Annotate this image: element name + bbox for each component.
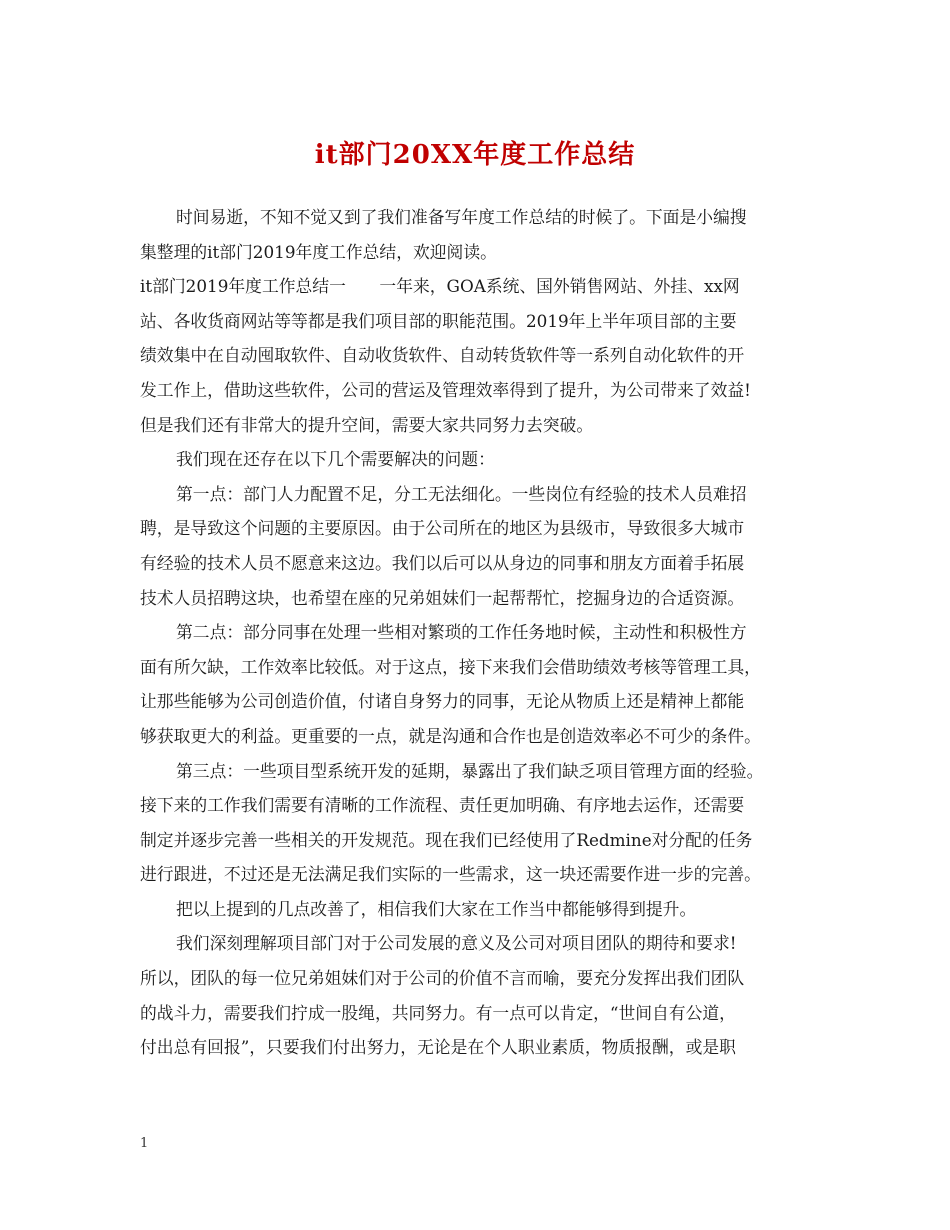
text-line: 第一点：部门人力配置不足，分工无法细化。一些岗位有经验的技术人员难招 — [176, 483, 747, 504]
text-line: 集整理的it部门2019年度工作总结，欢迎阅读。 — [140, 241, 497, 262]
text-line: 时间易逝，不知不觉又到了我们准备写年度工作总结的时候了。下面是小编搜 — [176, 207, 747, 227]
text-line: 技术人员招聘这块，也希望在座的兄弟姐妹们一起帮帮忙，挖掘身边的合适资源。 — [140, 587, 745, 608]
text-line: 接下来的工作我们需要有清晰的工作流程、责任更加明确、有序地去运作，还需要 — [140, 795, 745, 816]
text-line: 但是我们还有非常大的提升空间，需要大家共同努力去突破。 — [140, 414, 594, 435]
text-line: 进行跟进，不过还是无法满足我们实际的一些需求，这一块还需要作进一步的完善。 — [140, 864, 761, 885]
text-line: 的战斗力，需要我们拧成一股绳，共同努力。有一点可以肯定，“世间自有公道， — [140, 1002, 736, 1023]
text-line: 够获取更大的利益。更重要的一点，就是沟通和合作也是创造效率必不可少的条件。 — [140, 725, 761, 746]
text-line: 我们深刻理解项目部门对于公司发展的意义及公司对项目团队的期待和要求! — [176, 933, 737, 954]
text-line: 发工作上，借助这些软件，公司的营运及管理效率得到了提升，为公司带来了效益! — [140, 379, 751, 400]
text-line: 面有所欠缺，工作效率比较低。对于这点，接下来我们会借助绩效考核等管理工具， — [140, 656, 761, 677]
document-body — [140, 200, 820, 1065]
text-line: 站、各收货商网站等等都是我们项目部的职能范围。2019年上半年项目部的主要 — [140, 310, 737, 331]
text-line: 制定并逐步完善一些相关的开发规范。现在我们已经使用了Redmine对分配的任务 — [140, 829, 753, 850]
text-line: it部门2019年度工作总结一 一年来，GOA系统、国外销售网站、外挂、xx网 — [140, 276, 740, 297]
text-line: 把以上提到的几点改善了，相信我们大家在工作当中都能够得到提升。 — [176, 898, 697, 919]
page-title: it部门20XX年度工作总结 — [314, 140, 636, 170]
text-line: 让那些能够为公司创造价值，付诸自身努力的同事，无论从物质上还是精神上都能 — [140, 691, 745, 712]
text-line: 付出总有回报”，只要我们付出努力，无论是在个人职业素质，物质报酬，或是职 — [140, 1037, 736, 1058]
text-line: 聘，是导致这个问题的主要原因。由于公司所在的地区为县级市，导致很多大城市 — [140, 518, 745, 539]
page-number: 1 — [140, 1136, 149, 1151]
text-line: 有经验的技术人员不愿意来这边。我们以后可以从身边的同事和朋友方面着手拓展 — [140, 552, 745, 573]
text-line: 所以，团队的每一位兄弟姐妹们对于公司的价值不言而喻，要充分发挥出我们团队 — [140, 968, 745, 989]
text-line: 绩效集中在自动囤取软件、自动收货软件、自动转货软件等一系列自动化软件的开 — [140, 345, 745, 366]
text-line: 第二点：部分同事在处理一些相对繁琐的工作任务地时候，主动性和积极性方 — [176, 622, 747, 643]
text-line: 第三点：一些项目型系统开发的延期，暴露出了我们缺乏项目管理方面的经验。 — [176, 760, 764, 781]
text-line: 我们现在还存在以下几个需要解决的问题： — [176, 449, 495, 470]
